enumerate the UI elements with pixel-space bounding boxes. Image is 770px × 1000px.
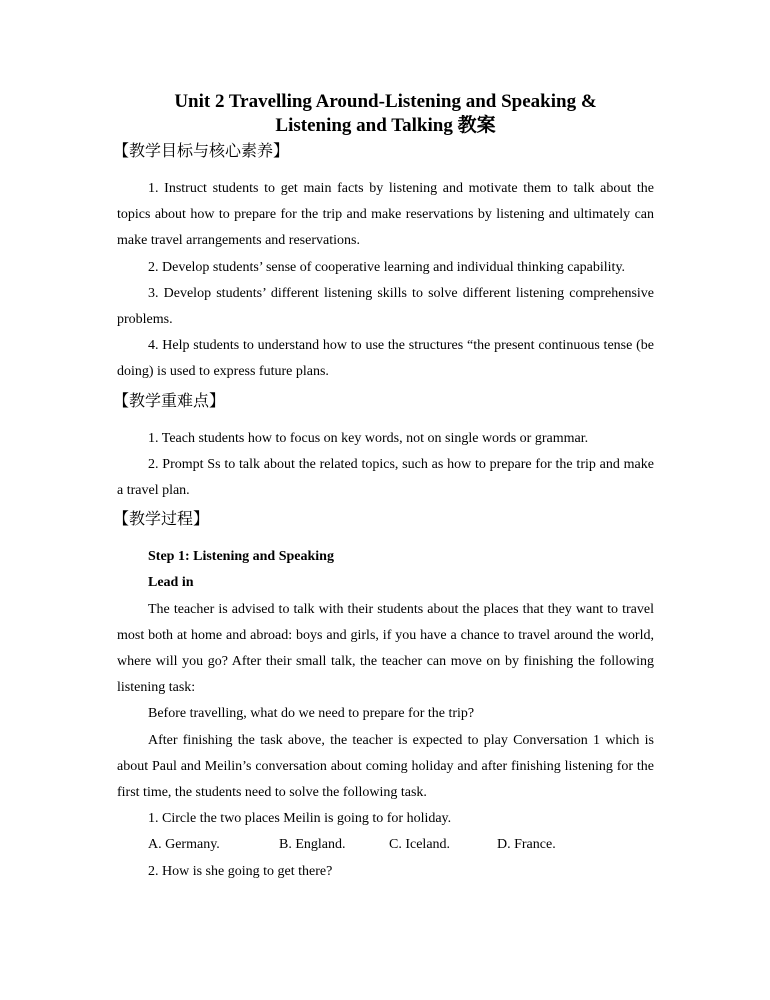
- objective-item-4: 4. Help students to understand how to use the structures “the present continuous tense (be doing) is used to express future plans.: [117, 338, 654, 380]
- option-d: D. France.: [497, 837, 556, 853]
- objective-item-2: 2. Develop students’ sense of cooperative learning and individual thinking capability.: [148, 259, 626, 275]
- objective-item-1: 1. Instruct students to get main facts by listening and motivate them to talk about the topics about how to prepare for the trip and make reservations by listening and ultimately can make travel arrangements and reservations.: [117, 181, 654, 249]
- task-question-2: 2. How is she going to get there?: [148, 863, 333, 879]
- answer-options: [117, 832, 654, 858]
- option-b: B. England.: [279, 837, 346, 853]
- option-c: C. Iceland.: [389, 837, 451, 853]
- doc-title-line-1: Unit 2 Travelling Around-Listening and Speaking &: [174, 91, 597, 112]
- section-heading-key-points: 【教学重难点】: [113, 390, 226, 410]
- key-point-item-1: 1. Teach students how to focus on key words, not on single words or grammar.: [148, 430, 589, 446]
- conversation-paragraph: After finishing the task above, the teacher is expected to play Conversation 1 which is about Paul and Meilin’s conversation about coming holiday and after finishing listening for the first time, the students need to solve the following task.: [117, 732, 654, 801]
- step-1-heading: Step 1: Listening and Speaking: [148, 549, 334, 565]
- lead-in-heading: Lead in: [148, 575, 194, 591]
- lead-in-paragraph: The teacher is advised to talk with their students about the places that they want to travel most both at home and abroad: boys and girls, if you have a chance to travel around the world, where will you go? After their small talk, the teacher can move on by finishing the following listening task:: [117, 601, 654, 696]
- prep-question: Before travelling, what do we need to prepare for the trip?: [148, 706, 475, 722]
- task-question-1: 1. Circle the two places Meilin is going to for holiday.: [148, 811, 452, 827]
- option-a: A. Germany.: [148, 837, 220, 853]
- doc-title-line-2: Listening and Talking 教案: [275, 115, 496, 136]
- document-page: [113, 90, 654, 885]
- section-heading-process: 【教学过程】: [113, 509, 210, 529]
- objective-item-3: 3. Develop students’ different listening skills to solve different listening comprehensive problems.: [117, 285, 654, 328]
- key-point-item-2: 2. Prompt Ss to talk about the related topics, such as how to prepare for the trip and make a travel plan.: [117, 456, 654, 499]
- section-heading-objectives: 【教学目标与核心素养】: [113, 141, 290, 160]
